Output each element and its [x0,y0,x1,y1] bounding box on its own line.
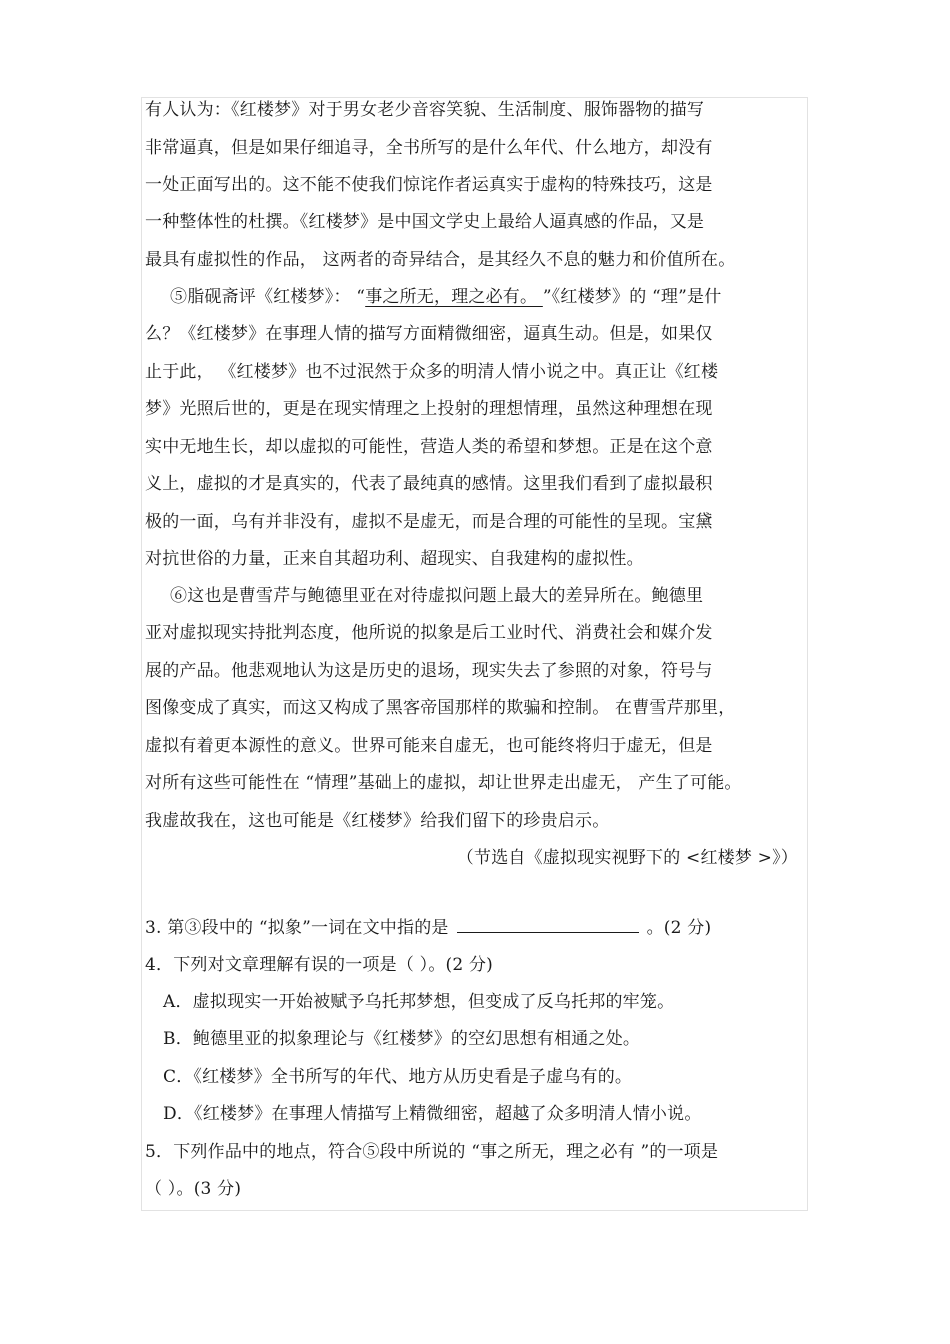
para6-line-7: 我虚故我在，这也可能是《红楼梦》给我们留下的珍贵启示。 [145,811,610,831]
para6-line-5: 虚拟有着更本源性的意义。世界可能来自虚无，也可能终将归于虚无，但是 [145,736,713,756]
para5-after-quote: ”《红楼梦》的 “理”是什 [542,287,722,307]
source-citation: （节选自《虚拟现实视野下的 <红楼梦 >》） [456,848,798,868]
para6-line-3: 展的产品。他悲观地认为这是历史的退场，现实失去了参照的对象，符号与 [145,661,713,681]
para5-line-5: 实中无地生长，却以虚拟的可能性，营造人类的希望和梦想。正是在这个意 [145,437,713,457]
para6-line-6: 对所有这些可能性在 “情理”基础上的虚拟，却让世界走出虚无， 产生了可能。 [145,773,742,793]
question-4-option-b: B．鲍德里亚的拟象理论与《红楼梦》的空幻思想有相通之处。 [163,1029,641,1049]
question-4-stem: 4．下列对文章理解有误的一项是（ ）。(2 分) [145,955,494,975]
para4-line-3: 一处正面写出的。这不能不使我们惊诧作者运真实于虚构的特殊技巧，这是 [145,175,713,195]
para5-line-4: 梦》光照后世的，更是在现实情理之上投射的理想情理，虽然这种理想在现 [145,399,713,419]
para5-line-6: 义上，虚拟的才是真实的，代表了最纯真的感情。这里我们看到了虚拟最积 [145,474,713,494]
para4-line-5: 最具有虚拟性的作品， 这两者的奇异结合，是其经久不息的魅力和价值所在。 [145,250,736,270]
para5-line-2: 么？《红楼梦》在事理人情的描写方面精微细密，逼真生动。但是，如果仅 [145,324,713,344]
question-4-option-c: C．《红楼梦》全书所写的年代、地方从历史看是子虚乌有的。 [163,1067,633,1087]
para5-quote: 事之所无，理之必有。 [365,287,543,307]
para5-lead: ⑤脂砚斋评《红楼梦》： “ [170,287,366,307]
question-5-stem: 5．下列作品中的地点，符合⑤段中所说的 “事之所无，理之必有 ”的一项是 [145,1142,719,1162]
para4-line-2: 非常逼真，但是如果仔细追寻，全书所写的是什么年代、什么地方，却没有 [145,138,713,158]
question-3-points: 。(2 分) [646,918,712,938]
question-3-answer-blank[interactable] [457,916,639,933]
para4-line-1: 有人认为：《红楼梦》对于男女老少音容笑貌、生活制度、服饰器物的描写 [145,100,705,120]
para6-line-2: 亚对虚拟现实持批判态度，他所说的拟象是后工业时代、消费社会和媒介发 [145,623,713,643]
para5-line-7: 极的一面，乌有并非没有，虚拟不是虚无，而是合理的可能性的呈现。宝黛 [145,512,713,532]
para6-line-4: 图像变成了真实，而这又构成了黑客帝国那样的欺骗和控制。 在曹雪芹那里， [145,698,736,718]
question-3 [145,916,711,939]
para5-line-1 [170,286,721,308]
question-3-text: 3. 第③段中的 “拟象”一词在文中指的是 [145,918,449,938]
para6-line-1: ⑥这也是曹雪芹与鲍德里亚在对待虚拟问题上最大的差异所在。鲍德里 [170,586,704,606]
question-4-option-d: D．《红楼梦》在事理人情描写上精微细密，超越了众多明清人情小说。 [163,1104,702,1124]
para4-line-4: 一种整体性的杜撰。《红楼梦》是中国文学史上最给人逼真感的作品，又是 [145,212,705,232]
question-4-option-a: A．虚拟现实一开始被赋予乌托邦梦想，但变成了反乌托邦的牢笼。 [163,992,675,1012]
para5-line-3: 止于此， 《红楼梦》也不过泯然于众多的明清人情小说之中。真正让《红楼 [145,362,719,382]
question-5-points: （ ）。(3 分) [145,1179,242,1199]
para5-line-8: 对抗世俗的力量，正来自其超功利、超现实、自我建构的虚拟性。 [145,549,644,569]
